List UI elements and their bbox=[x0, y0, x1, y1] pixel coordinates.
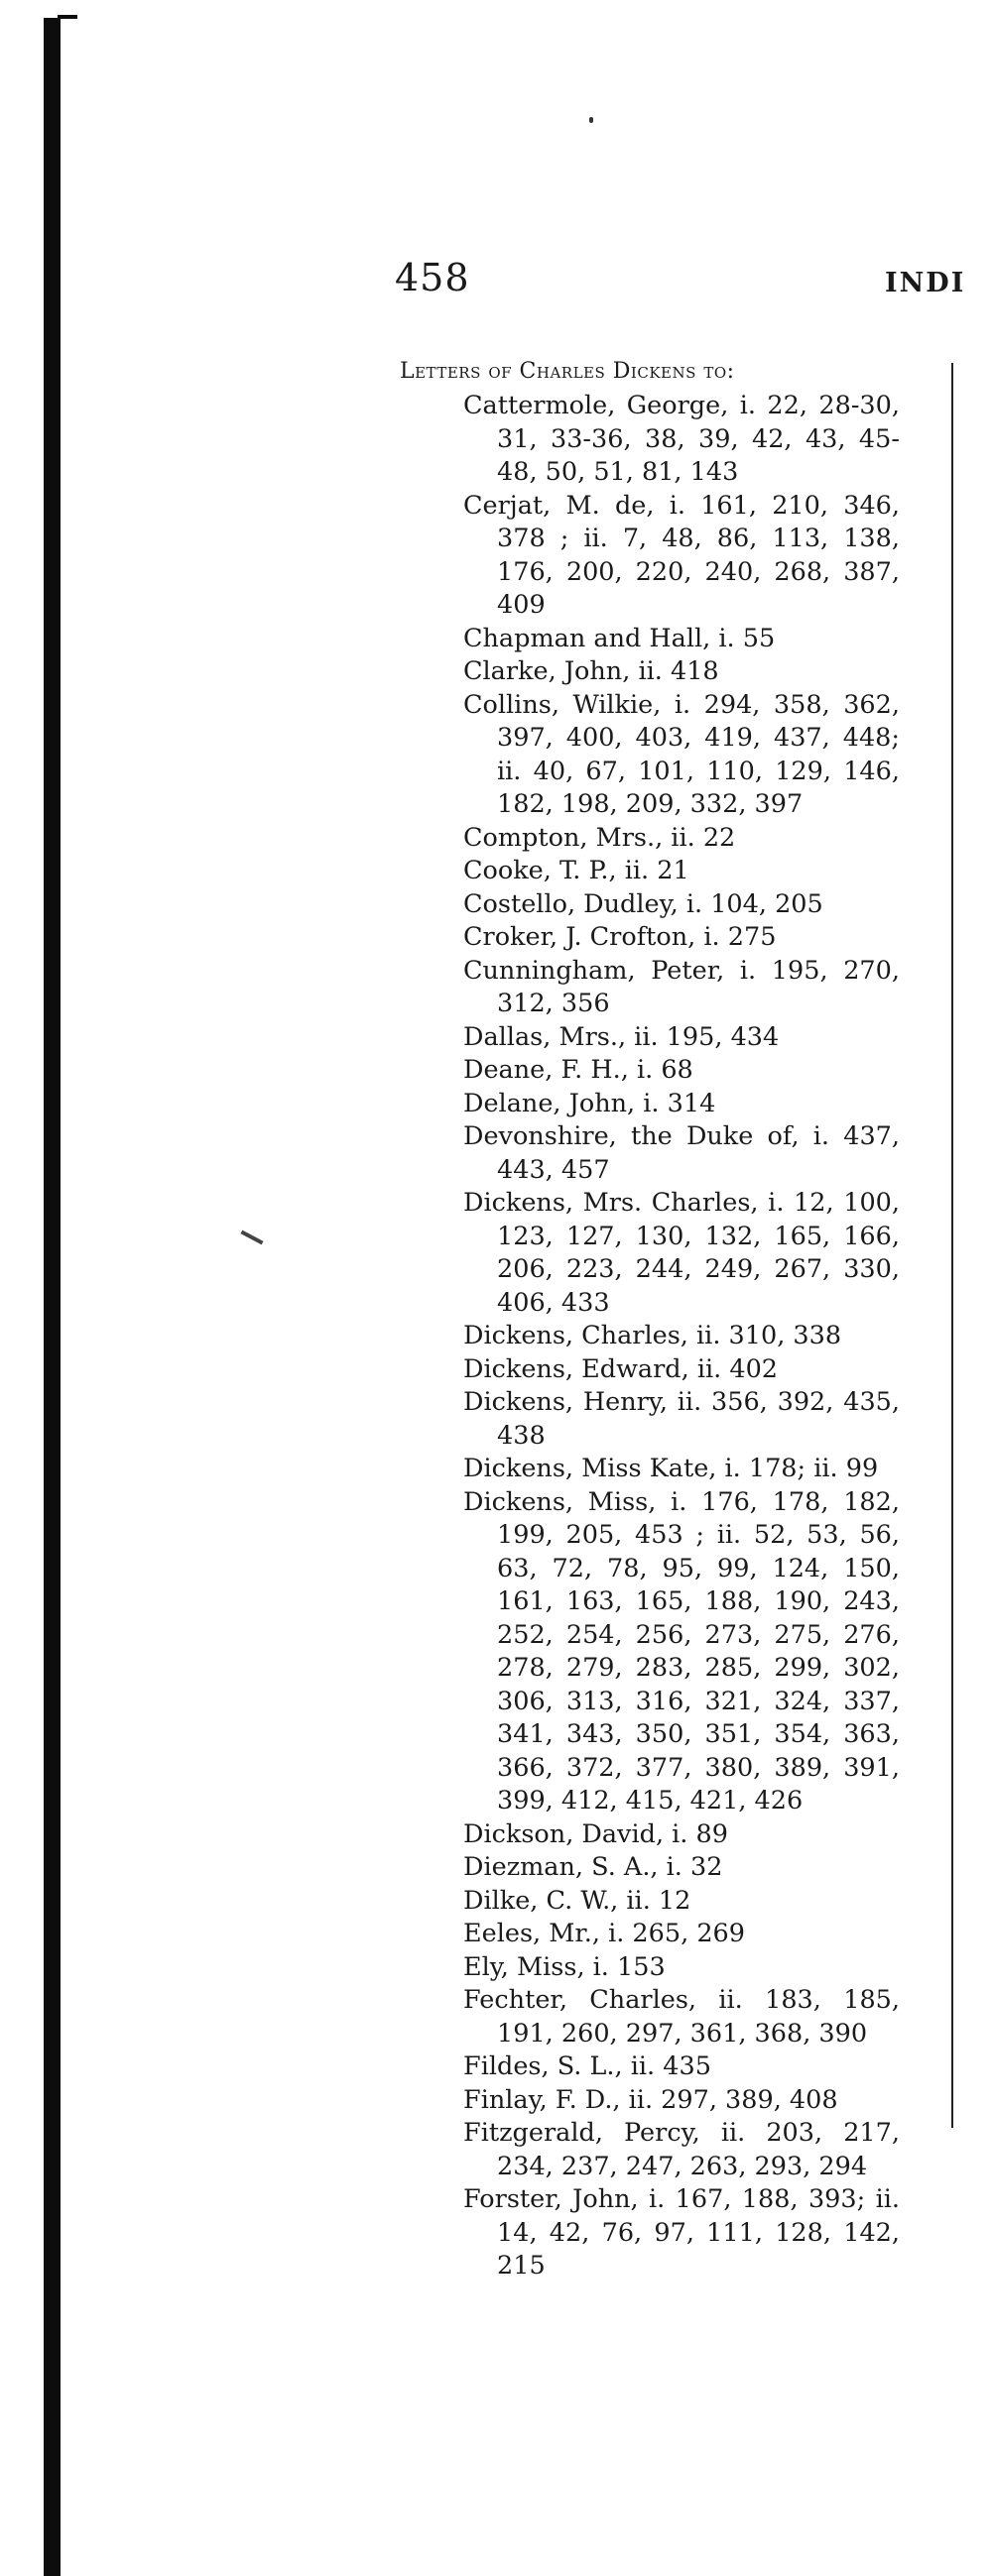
paper-speck bbox=[240, 1230, 263, 1245]
index-entry: Fildes, S. L., ii. 435 bbox=[463, 2051, 711, 2081]
index-entry: Cooke, T. P., ii. 21 bbox=[463, 856, 689, 885]
index-entry-list bbox=[463, 390, 900, 2283]
binding-gutter-shadow bbox=[44, 18, 61, 2576]
index-entry: Forster, John, i. 167, 188, 393; ii. 14, 42, 76, 97, 111, 128, 142, 215 bbox=[463, 2184, 900, 2281]
binding-gutter-notch bbox=[58, 15, 77, 19]
index-entry: Cerjat, M. de, i. 161, 210, 346, 378 ; ii. 7, 48, 86, 113, 138, 176, 200, 220, 240, 268, 387, 409 bbox=[463, 490, 900, 620]
index-entry: Compton, Mrs., ii. 22 bbox=[463, 822, 736, 853]
running-head: INDI bbox=[885, 268, 966, 298]
index-entry: Diezman, S. A., i. 32 bbox=[463, 1852, 723, 1882]
column-rule bbox=[951, 363, 953, 2128]
index-entry: Dallas, Mrs., ii. 195, 434 bbox=[463, 1021, 780, 1052]
index-entry: Eeles, Mr., i. 265, 269 bbox=[463, 1919, 745, 1948]
index-entry: Clarke, John, ii. 418 bbox=[463, 656, 719, 686]
section-heading-text: Letters of Charles Dickens to bbox=[400, 359, 727, 384]
index-entry: Dickson, David, i. 89 bbox=[463, 1818, 728, 1849]
index-entry: Croker, J. Crofton, i. 275 bbox=[463, 922, 777, 952]
index-entry: Ely, Miss, i. 153 bbox=[463, 1951, 666, 1982]
index-entry: Dickens, Mrs. Charles, i. 12, 100, 123, 127, 130, 132, 165, 166, 206, 223, 244, 249, 267, 330, 406, 433 bbox=[463, 1188, 900, 1318]
index-entry: Costello, Dudley, i. 104, 205 bbox=[463, 888, 823, 919]
index-entry: Fitzgerald, Percy, ii. 203, 217, 234, 237, 247, 263, 293, 294 bbox=[463, 2118, 900, 2181]
index-entry: Cattermole, George, i. 22, 28-30, 31, 33-36, 38, 39, 42, 43, 45-48, 50, 51, 81, 143 bbox=[463, 391, 900, 487]
index-entry: Deane, F. H., i. 68 bbox=[463, 1055, 693, 1085]
paper-speck bbox=[589, 117, 593, 123]
index-entry: Dilke, C. W., ii. 12 bbox=[463, 1885, 691, 1916]
index-entry: Dickens, Miss Kate, i. 178; ii. 99 bbox=[463, 1454, 879, 1483]
index-entry: Cunningham, Peter, i. 195, 270, 312, 356 bbox=[463, 955, 900, 1018]
index-entry: Finlay, F. D., ii. 297, 389, 408 bbox=[463, 2084, 838, 2115]
index-entry: Dickens, Edward, ii. 402 bbox=[463, 1353, 779, 1384]
index-entry: Fechter, Charles, ii. 183, 185, 191, 260, 297, 361, 368, 390 bbox=[463, 1985, 900, 2049]
section-heading-colon: : bbox=[726, 359, 735, 384]
index-entry: Collins, Wilkie, i. 294, 358, 362, 397, 400, 403, 419, 437, 448; ii. 40, 67, 101, 110, 129, 146, 182, 198, 209, 332, 397 bbox=[463, 689, 900, 819]
index-entry: Dickens, Miss, i. 176, 178, 182, 199, 205, 453 ; ii. 52, 53, 56, 63, 72, 78, 95, 99, 124, 150, 161, 163, 165, 188, 190, 243, 252, 254, 256, 273, 275, 276, 278, 279, 283, 285, 299, 302, 306, 313, 316, 321, 324, 337, 341, 343, 350, 351, 354, 363, 366, 372, 377, 380, 389, 391, 399, 412, 415, 421, 426 bbox=[463, 1486, 900, 1815]
index-entry: Dickens, Henry, ii. 356, 392, 435, 438 bbox=[463, 1387, 900, 1451]
index-entry: Delane, John, i. 314 bbox=[463, 1088, 716, 1118]
index-entry: Devonshire, the Duke of, i. 437, 443, 457 bbox=[463, 1121, 900, 1185]
page-number: 458 bbox=[395, 256, 470, 299]
index-entry: Dickens, Charles, ii. 310, 338 bbox=[463, 1321, 842, 1350]
section-heading bbox=[400, 359, 735, 384]
index-entry: Chapman and Hall, i. 55 bbox=[463, 623, 776, 653]
